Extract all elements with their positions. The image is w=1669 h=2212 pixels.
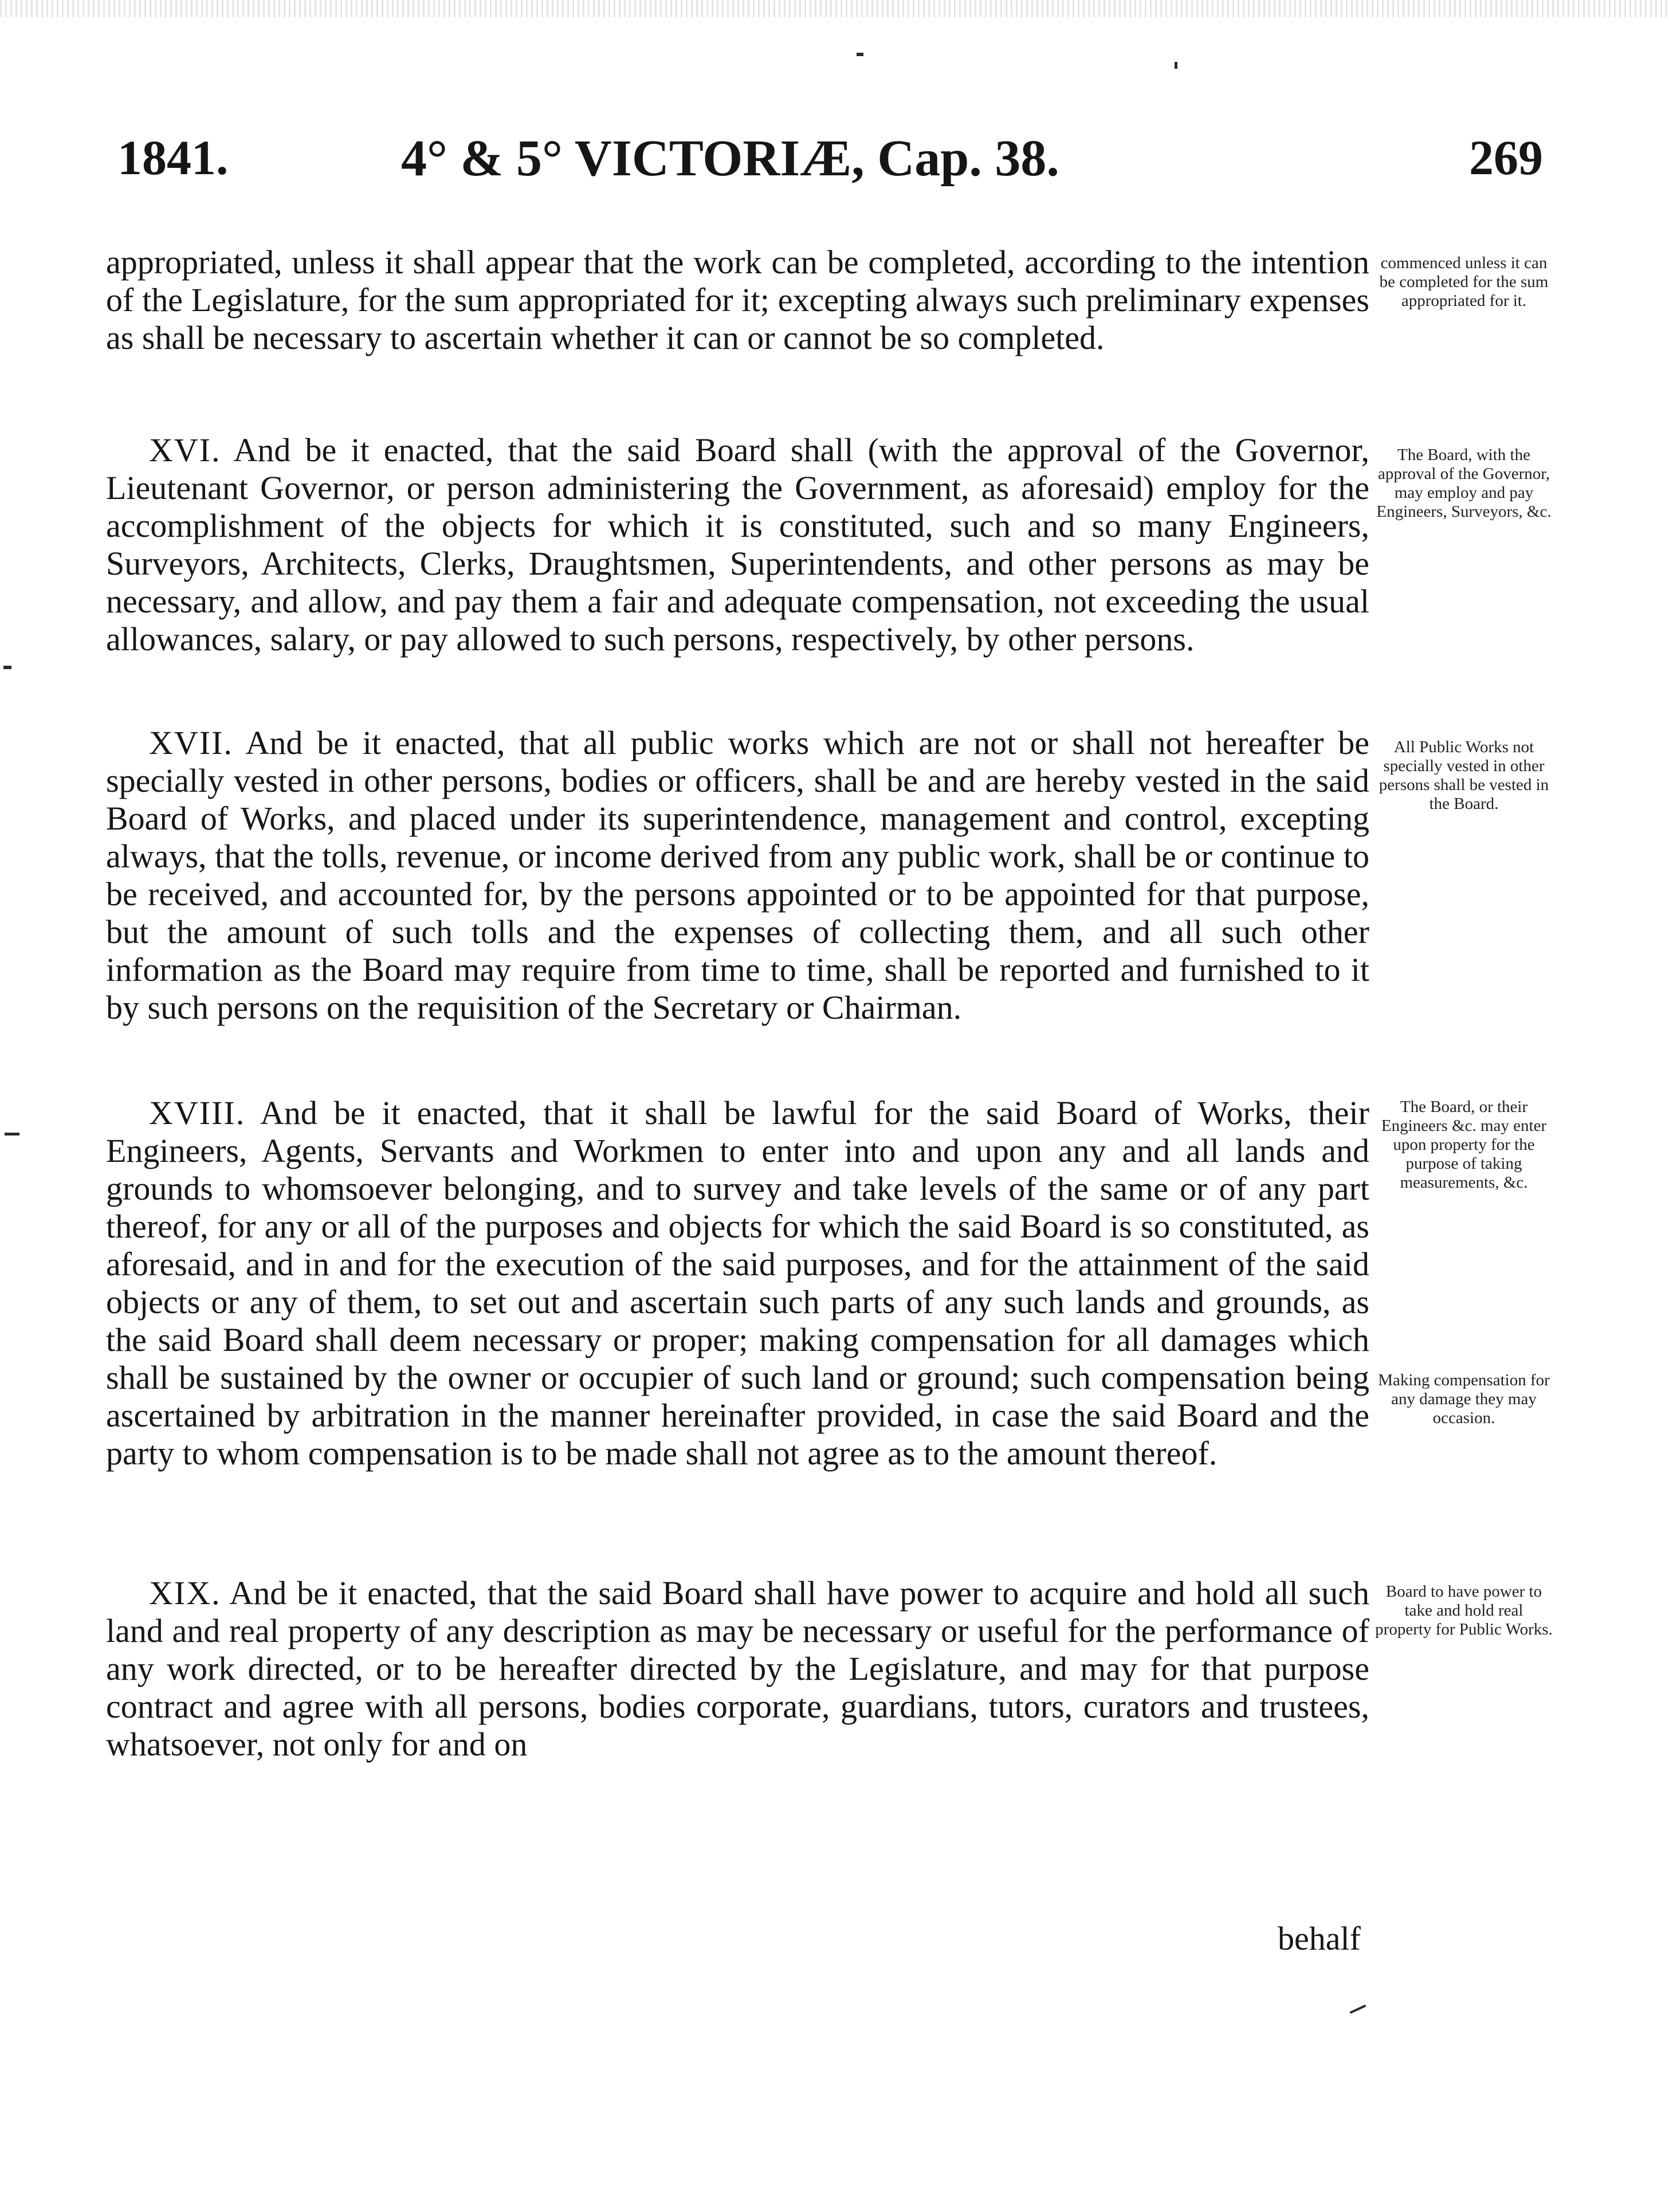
scan-speck (857, 53, 863, 56)
paragraph-text: And be it enacted, that the said Board shall have power to acquire and hold all such land and real property of any description as may be necessary or useful for the performance of any work directed, or to be hereafter directed by the Legislature, and may for that purpose contract and agree with all persons, bodies corporate, guardians, tutors, curators and trustees, whatsoever, not only for and on (106, 1574, 1369, 1763)
catchword: behalf (1278, 1920, 1361, 1957)
scan-speck (3, 666, 11, 669)
header-year: 1841. (117, 130, 229, 185)
scan-speck (1175, 62, 1177, 69)
scan-speck (1350, 2005, 1366, 2014)
header-regnal-years: 4° & 5° VICTORIÆ, (401, 130, 865, 187)
section-xix (106, 1574, 1369, 1763)
paragraph-text: And be it enacted, that all public works which are not or shall not hereafter be specially vested in other persons, bodies or officers, shall be and are hereby vested in the said Board of Works, and placed under its superintendence, management and control, excepting always, that the tolls, revenue, or income derived from any public work, shall be or continue to be received, and accounted for, by the persons appointed or to be appointed for that purpose, but the amount of such tolls and the expenses of collecting them, and all such other information as the Board may require from time to time, shall be reported and furnished to it by such persons on the requisition of the Secretary or Chairman. (106, 724, 1369, 1026)
section-xviii (106, 1094, 1369, 1472)
paragraph-text: appropriated, unless it shall appear that the work can be completed, according to the intention of the Legislature, for the sum appropriated for it; excepting always such preliminary expenses as shall be necessary to ascertain whether it can or cannot be so completed. (106, 243, 1369, 356)
side-note: The Board, or their Engineers &c. may enter upon property for the purpose of taking measurements, &c. (1381, 1098, 1547, 1192)
section-number: XVII. (149, 724, 233, 761)
scan-speck (5, 1133, 19, 1136)
paragraph-continuation (106, 243, 1369, 357)
side-note: Board to have power to take and hold real property for Public Works. (1375, 1582, 1553, 1639)
section-xvii (106, 724, 1369, 1027)
header-title (401, 129, 1059, 188)
header-chapter: Cap. 38. (877, 130, 1059, 187)
paragraph-text: And be it enacted, that it shall be lawful for the said Board of Works, their Engineers, Agents, Servants and Workmen to enter into and upon any and all lands and grounds to whomsoever belonging, and to survey and take levels of the same or of any part thereof, for any or all of the purposes and objects for which the said Board is so constituted, as aforesaid, and in and for the execution of the said purposes, and for the attainment of the said objects or any of them, to set out and ascertain such parts of any such lands and grounds, as the said Board shall deem necessary or proper; making compensation for all damages which shall be sustained by the owner or occupier of such land or ground; such compensation being ascertained by arbitration in the manner hereinafter provided, in case the said Board and the party to whom compensation is to be made shall not agree as to the amount thereof. (106, 1094, 1369, 1472)
section-number: XVIII. (149, 1094, 246, 1131)
scan-edge-noise (0, 0, 1669, 17)
section-xvi (106, 431, 1369, 658)
running-header (0, 129, 1669, 203)
side-note: commenced unless it can be completed for the sum appropriated for it. (1379, 254, 1549, 310)
paragraph-text: And be it enacted, that the said Board shall (with the approval of the Governor, Lieutenant Governor, or person administering the Government, as aforesaid) employ for the accomplishment of the objects for which it is constituted, such and so many Engineers, Surveyors, Architects, Clerks, Draughtsmen, Superintendents, and other persons as may be necessary, and allow, and pay them a fair and adequate compensation, not exceeding the usual allowances, salary, or pay allowed to such persons, respectively, by other persons. (106, 431, 1369, 658)
section-number: XVI. (149, 431, 221, 469)
side-note: The Board, with the approval of the Governor, may employ and pay Engineers, Surveyors, &c. (1376, 446, 1552, 521)
side-note: Making compensation for any damage they may occasion. (1378, 1371, 1550, 1427)
page-number: 269 (1469, 130, 1543, 185)
section-number: XIX. (149, 1574, 221, 1612)
side-note: All Public Works not specially vested in other persons shall be vested in the Board. (1379, 738, 1549, 813)
